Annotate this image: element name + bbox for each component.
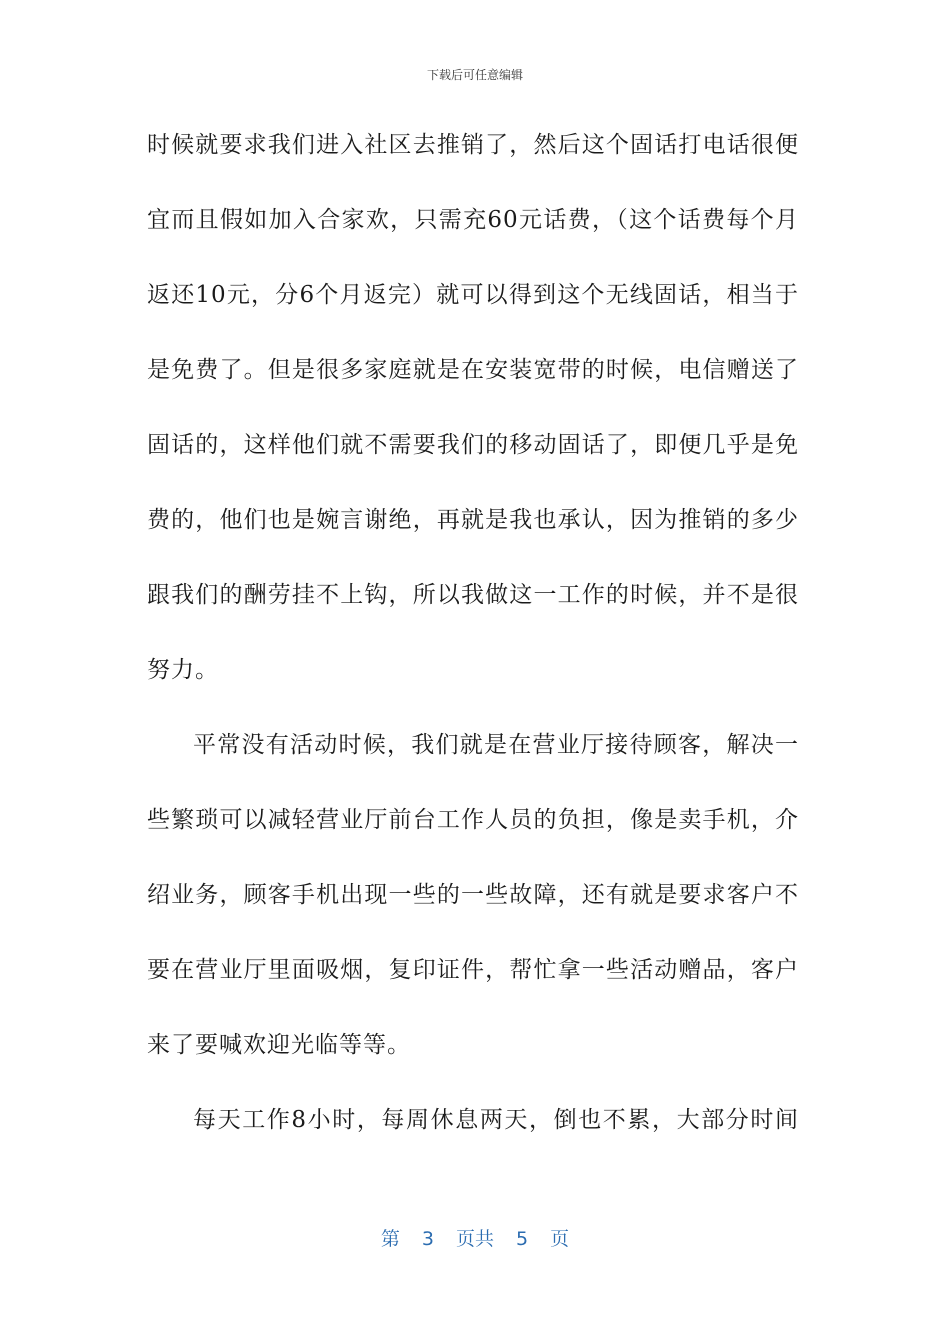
total-pages-number: 5 bbox=[516, 1228, 529, 1250]
text-line: 费的，他们也是婉言谢绝，再就是我也承认，因为推销的多少 bbox=[147, 507, 799, 533]
text-line: 要在营业厅里面吸烟，复印证件，帮忙拿一些活动赠品，客户 bbox=[147, 957, 799, 983]
page-prefix: 第 bbox=[380, 1228, 400, 1250]
text-line: 跟我们的酬劳挂不上钩，所以我做这一工作的时候，并不是很 bbox=[147, 582, 799, 608]
text-line: 些繁琐可以减轻营业厅前台工作人员的负担，像是卖手机，介 bbox=[147, 807, 799, 833]
text-line: 返还10元，分6个月返完）就可以得到这个无线固话，相当于 bbox=[147, 282, 799, 308]
text-line: 时候就要求我们进入社区去推销了，然后这个固话打电话很便 bbox=[147, 132, 799, 158]
page-header: 下载后可任意编辑 bbox=[426, 68, 523, 82]
text-line: 是免费了。但是很多家庭就是在安装宽带的时候，电信赠送了 bbox=[147, 357, 799, 383]
page-footer bbox=[0, 1224, 950, 1251]
page-suffix: 页 bbox=[550, 1228, 570, 1250]
text-line: 每天工作8小时，每周休息两天，倒也不累，大部分时间 bbox=[193, 1107, 799, 1133]
text-line: 绍业务，顾客手机出现一些的一些故障，还有就是要求客户不 bbox=[147, 882, 799, 908]
page-mid: 页共 bbox=[455, 1228, 494, 1250]
text-line: 来了要喊欢迎光临等等。 bbox=[147, 1032, 411, 1058]
text-line: 固话的，这样他们就不需要我们的移动固话了，即便几乎是免 bbox=[147, 432, 799, 458]
current-page-number: 3 bbox=[421, 1228, 434, 1250]
text-line: 平常没有活动时候，我们就是在营业厅接待顾客，解决一 bbox=[193, 732, 799, 758]
document-body bbox=[147, 117, 799, 1167]
text-line: 宜而且假如加入合家欢，只需充60元话费，（这个话费每个月 bbox=[147, 207, 799, 233]
text-line: 努力。 bbox=[147, 657, 219, 683]
